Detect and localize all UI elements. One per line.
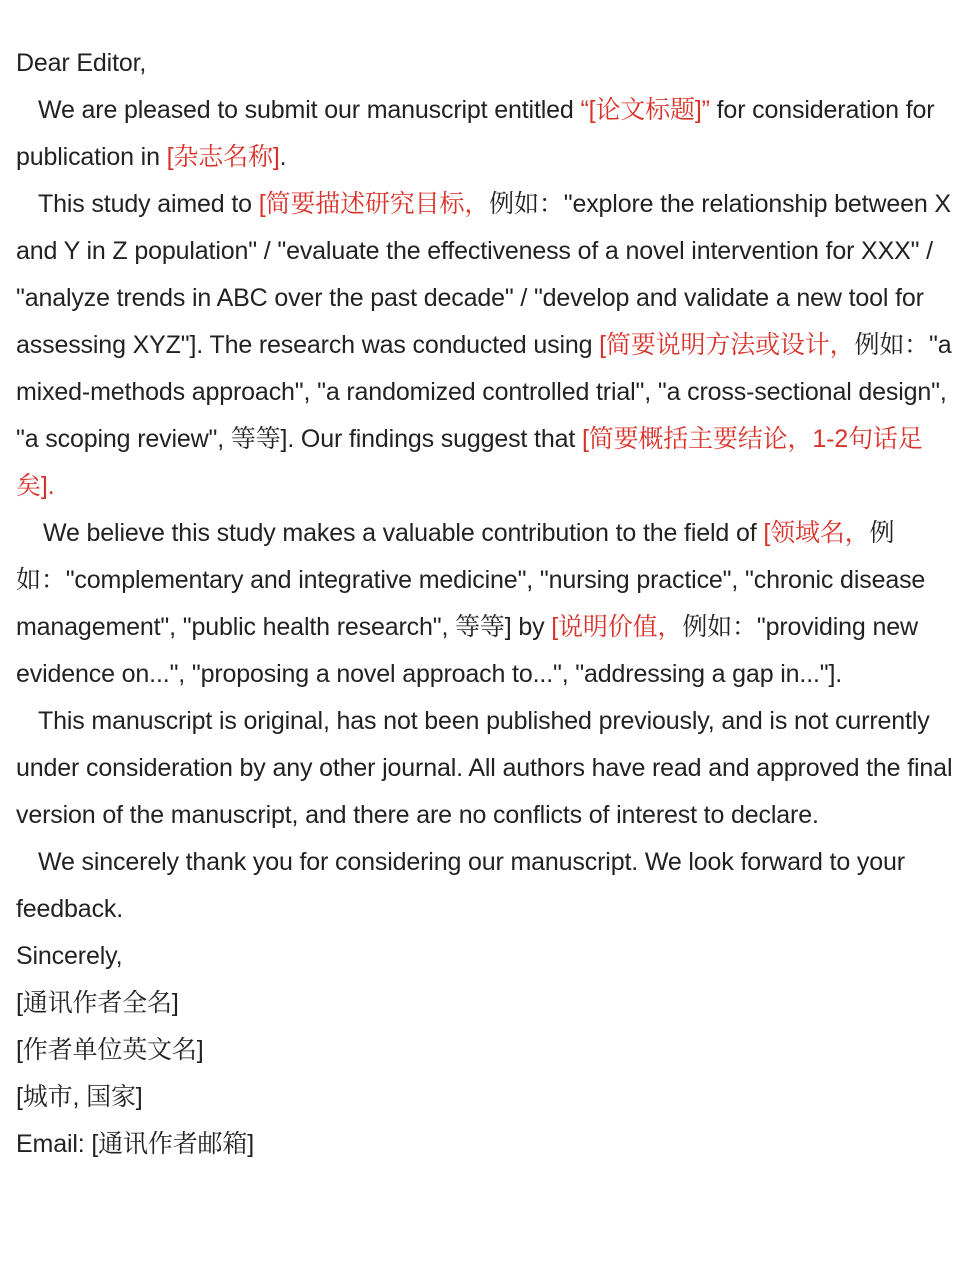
placeholder-paper-title: [论文标题] [588, 96, 702, 124]
paragraph-text: 例如："complementary and integrative medicine", "nursing practice", "chronic disease management", "public health research", 等等] by [16, 519, 926, 641]
cover-letter [16, 40, 956, 1168]
paragraph-submission [16, 87, 956, 181]
paragraph-study-aim [16, 181, 956, 510]
paragraph-text: We are pleased to submit our manuscript entitled [38, 96, 581, 124]
closing: Sincerely, [16, 942, 123, 970]
placeholder-value: [说明价值， [551, 613, 683, 641]
paragraph-text: . [279, 143, 287, 171]
placeholder-method: [简要说明方法或设计， [599, 331, 855, 359]
quote-open: “ [580, 96, 589, 124]
signature-email: Email: [通讯作者邮箱] [16, 1130, 255, 1158]
signature-name: [通讯作者全名] [16, 989, 179, 1017]
paragraph-contribution [16, 510, 956, 698]
paragraph-text: This manuscript is original, has not been published previously, and is not currently under consideration by any other journal. All authors have read and approved the final version of the manuscript, and there are no conflicts of interest to declare. [16, 707, 953, 829]
paragraph-text: We believe this study makes a valuable contribution to the field of [43, 519, 764, 547]
signature-affiliation: [作者单位英文名] [16, 1036, 204, 1064]
placeholder-research-aim: [简要描述研究目标， [258, 190, 490, 218]
paragraph-originality [16, 698, 956, 839]
placeholder-journal-name: [杂志名称] [166, 143, 280, 171]
paragraph-text: This study aimed to [38, 190, 259, 218]
placeholder-field: [领域名， [763, 519, 870, 547]
quote-close: ” [701, 96, 710, 124]
paragraph-thanks [16, 839, 956, 933]
paragraph-text: We sincerely thank you for considering our manuscript. We look forward to your feedback. [16, 848, 905, 923]
paragraph-text: for consideration for publication in [16, 96, 935, 171]
paragraph-text: 例如："providing new evidence on...", "proposing a novel approach to...", "addressing a gap in..."]. [16, 613, 918, 688]
salutation: Dear Editor, [16, 49, 147, 77]
placeholder-findings: [简要概括主要结论，1-2句话足矣]. [16, 425, 923, 500]
paragraph-text: 例如："explore the relationship between X and Y in Z population" / "evaluate the effectiveness of a novel intervention for XXX" / "analyze trends in ABC over the past decade" / "develop and validate a new tool for assessing XYZ"]. The research was conducted using [16, 190, 951, 359]
paragraph-text: 例如："a mixed-methods approach", "a randomized controlled trial", "a cross-sectional design", "a scoping review", 等等]. Our findings suggest that [16, 331, 952, 453]
signature-location: [城市, 国家] [16, 1083, 143, 1111]
